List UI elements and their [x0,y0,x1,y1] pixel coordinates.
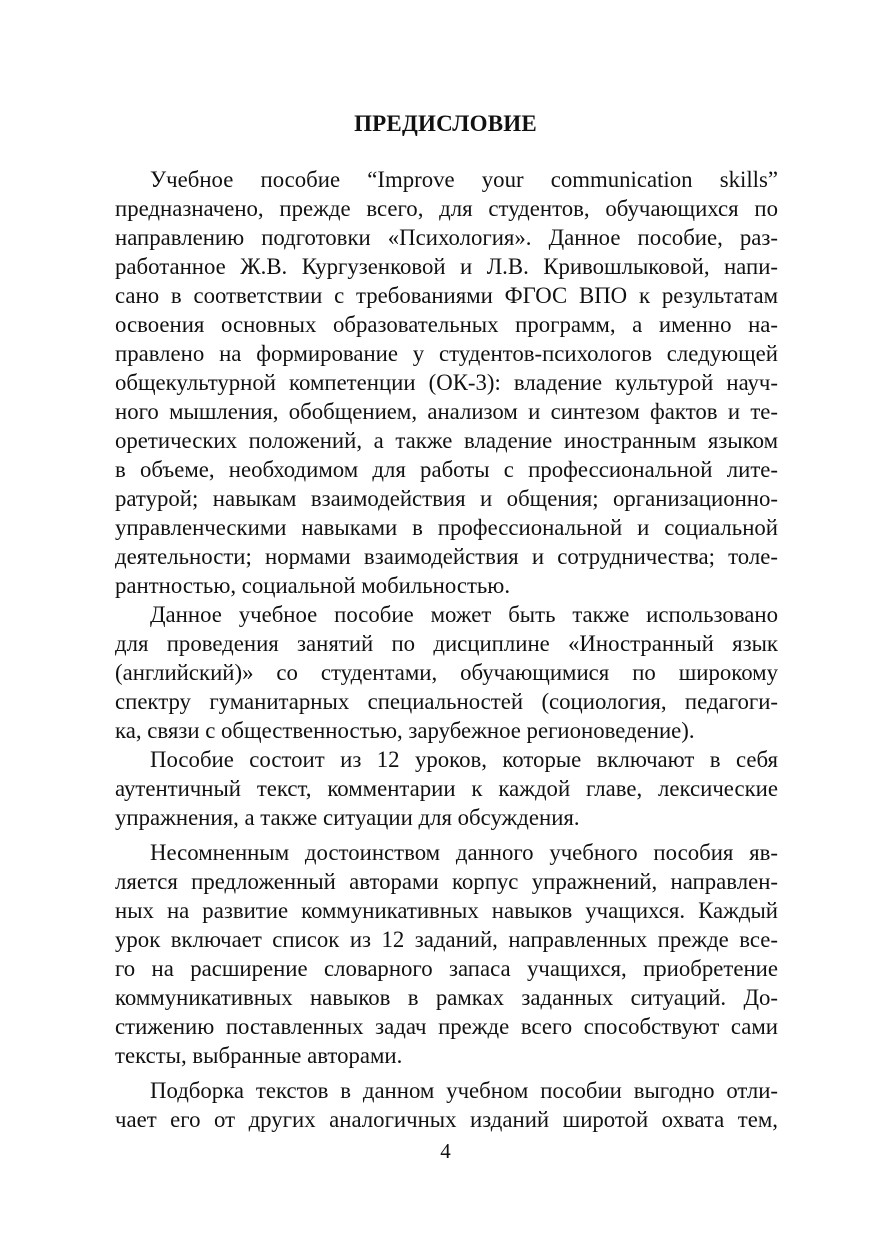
text-line: Несомненным достоинством данного учебного пособия яв- [150,840,778,865]
text-line: общекультурной компетенции (ОК-3): владение культурой науч- [115,370,778,395]
body-text [115,165,778,1134]
text-line: ного мышления, обобщением, анализом и синтезом фактов и те- [115,399,778,424]
text-line: спектру гуманитарных специальностей (социология, педагоги- [115,689,778,714]
text-line: работанное Ж.В. Кургузенковой и Л.В. Кривошлыковой, напи- [115,254,778,279]
text-line: Учебное пособие “Improve your communication skills” [150,167,778,192]
text-line: тексты, выбранные авторами. [115,1043,403,1068]
text-line: ка, связи с общественностью, зарубежное регионоведение). [115,718,695,743]
page-number: 4 [440,1139,451,1163]
text-line: в объеме, необходимом для работы с профессиональной лите- [115,457,778,482]
text-line: Пособие состоит из 12 уроков, которые включают в себя [150,747,778,772]
text-line: для проведения занятий по дисциплине «Иностранный язык [115,631,778,656]
text-line: упражнения, а также ситуации для обсуждения. [115,805,580,830]
text-line: урок включает список из 12 заданий, направленных прежде все- [115,927,778,952]
text-line: оретических положений, а также владение иностранным языком [115,428,778,453]
text-line: управленческими навыками в профессиональной и социальной [115,515,778,540]
text-line: предназначено, прежде всего, для студентов, обучающихся по [115,196,778,221]
text-line: ляется предложенный авторами корпус упражнений, направлен- [115,869,778,894]
text-line: направлению подготовки «Психология». Данное пособие, раз- [115,225,778,250]
paragraph-4 [115,838,778,1070]
text-line: освоения основных образовательных программ, а именно на- [115,312,778,337]
paragraph-2 [115,600,778,745]
text-line: (английский)» со студентами, обучающимися по широкому [115,660,778,685]
text-line: ратурой; навыкам взаимодействия и общения; организационно- [115,486,778,511]
text-line: Подборка текстов в данном учебном пособии выгодно отли- [150,1078,778,1103]
paragraph-1 [115,165,778,600]
text-line: ных на развитие коммуникативных навыков учащихся. Каждый [115,898,778,923]
text-line: стижению поставленных задач прежде всего способствуют сами [115,1014,778,1039]
text-line: деятельности; нормами взаимодействия и сотрудничества; толе- [115,544,778,569]
text-line: правлено на формирование у студентов-психологов следующей [115,341,778,366]
paragraph-5 [115,1076,778,1134]
text-line: чает его от других аналогичных изданий широтой охвата тем, [115,1107,778,1132]
text-line: сано в соответствии с требованиями ФГОС ВПО к результатам [115,283,778,308]
paragraph-3 [115,745,778,832]
text-line: коммуникативных навыков в рамках заданных ситуаций. До- [115,985,778,1010]
page-title: ПРЕДИСЛОВИЕ [354,111,537,136]
text-line: го на расширение словарного запаса учащихся, приобретение [115,956,778,981]
text-line: аутентичный текст, комментарии к каждой главе, лексические [115,776,778,801]
text-line: рантностью, социальной мобильностью. [115,573,511,598]
text-line: Данное учебное пособие может быть также использовано [150,602,778,627]
